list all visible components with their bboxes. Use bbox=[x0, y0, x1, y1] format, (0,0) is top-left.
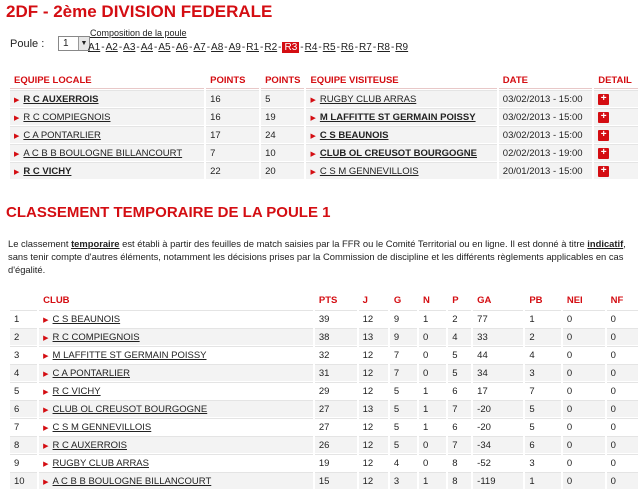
round-link-a8[interactable]: A8 bbox=[211, 42, 224, 53]
club-link[interactable]: CLUB OL CREUSOT BOURGOGNE bbox=[52, 403, 208, 415]
rank-cell: 9 bbox=[10, 454, 37, 471]
pb-cell: 1 bbox=[525, 310, 561, 327]
ga-cell: 44 bbox=[473, 346, 523, 363]
away-team-cell bbox=[306, 144, 496, 161]
triangle-right-icon: ▶ bbox=[43, 352, 49, 360]
triangle-right-icon: ▶ bbox=[43, 442, 49, 450]
away-points: 5 bbox=[261, 90, 304, 107]
home-points: 16 bbox=[206, 108, 259, 125]
g-cell: 7 bbox=[390, 364, 417, 381]
round-separator: - bbox=[354, 42, 359, 53]
p-cell: 2 bbox=[448, 310, 471, 327]
round-separator: - bbox=[136, 42, 140, 53]
club-link[interactable]: R C AUXERROIS bbox=[52, 439, 127, 451]
p-cell: 8 bbox=[448, 454, 471, 471]
club-link[interactable]: A C B B BOULOGNE BILLANCOURT bbox=[52, 475, 212, 487]
g-cell: 5 bbox=[390, 400, 417, 417]
triangle-right-icon: ▶ bbox=[43, 478, 49, 486]
detail-cell bbox=[594, 162, 638, 179]
pts-cell: 39 bbox=[315, 310, 357, 327]
header-rank bbox=[10, 292, 37, 309]
g-cell: 4 bbox=[390, 454, 417, 471]
home-points: 16 bbox=[206, 90, 259, 107]
ranking-table bbox=[8, 291, 640, 490]
round-separator: - bbox=[300, 42, 304, 53]
nei-cell: 0 bbox=[563, 310, 605, 327]
p-cell: 8 bbox=[448, 472, 471, 489]
round-link-r1[interactable]: R1 bbox=[246, 42, 259, 53]
away-points: 10 bbox=[261, 144, 304, 161]
nf-cell: 0 bbox=[607, 472, 638, 489]
club-cell bbox=[39, 328, 313, 345]
nei-cell: 0 bbox=[563, 400, 605, 417]
triangle-right-icon: ▶ bbox=[43, 370, 49, 378]
nf-cell: 0 bbox=[607, 436, 638, 453]
match-date: 20/01/2013 - 15:00 bbox=[499, 162, 592, 179]
plus-icon[interactable]: + bbox=[598, 148, 609, 159]
g-cell: 9 bbox=[390, 310, 417, 327]
ranking-row bbox=[10, 346, 638, 363]
club-cell bbox=[39, 454, 313, 471]
nf-cell: 0 bbox=[607, 382, 638, 399]
away-points: 19 bbox=[261, 108, 304, 125]
nf-cell: 0 bbox=[607, 418, 638, 435]
header-pb: PB bbox=[529, 295, 543, 306]
header-away-team: EQUIPE VISITEUSE bbox=[306, 72, 496, 89]
header-home-points: POINTS bbox=[206, 72, 259, 89]
pts-cell: 15 bbox=[315, 472, 357, 489]
round-separator: - bbox=[278, 42, 282, 53]
home-points: 22 bbox=[206, 162, 259, 179]
ranking-row bbox=[10, 454, 638, 471]
round-link-r6[interactable]: R6 bbox=[340, 42, 354, 53]
pts-cell: 29 bbox=[315, 382, 357, 399]
round-link-a5[interactable]: A5 bbox=[158, 42, 171, 53]
n-cell: 0 bbox=[419, 454, 446, 471]
home-team-link[interactable]: A C B B BOULOGNE BILLANCOURT bbox=[23, 147, 183, 159]
triangle-right-icon: ▶ bbox=[310, 96, 316, 104]
club-link[interactable]: C S M GENNEVILLOIS bbox=[52, 421, 152, 433]
club-cell bbox=[39, 400, 313, 417]
pb-cell: 3 bbox=[525, 454, 561, 471]
j-cell: 12 bbox=[359, 346, 388, 363]
club-link[interactable]: C A PONTARLIER bbox=[52, 367, 130, 379]
header-nf: NF bbox=[610, 295, 624, 306]
round-separator: - bbox=[206, 42, 211, 53]
detail-cell bbox=[594, 126, 638, 143]
poule-label: Poule : bbox=[10, 38, 45, 50]
n-cell: 1 bbox=[419, 382, 446, 399]
ga-cell: 77 bbox=[473, 310, 523, 327]
home-team-cell bbox=[10, 108, 204, 125]
triangle-right-icon: ▶ bbox=[14, 168, 20, 176]
club-cell bbox=[39, 436, 313, 453]
club-link[interactable]: RUGBY CLUB ARRAS bbox=[52, 457, 149, 469]
nei-cell: 0 bbox=[563, 328, 605, 345]
desc-keyword-indicatif[interactable]: indicatif bbox=[587, 238, 624, 249]
triangle-right-icon: ▶ bbox=[14, 132, 20, 140]
desc-keyword-temporaire[interactable]: temporaire bbox=[71, 238, 120, 249]
rank-cell: 7 bbox=[10, 418, 37, 435]
match-row bbox=[10, 144, 638, 161]
round-link-a9[interactable]: A9 bbox=[228, 42, 241, 53]
round-separator: - bbox=[336, 42, 340, 53]
pb-cell: 7 bbox=[525, 382, 561, 399]
p-cell: 7 bbox=[448, 400, 471, 417]
ranking-description bbox=[8, 237, 634, 276]
ranking-title: CLASSEMENT TEMPORAIRE DE LA POULE 1 bbox=[6, 204, 331, 221]
away-team-link[interactable]: C S BEAUNOIS bbox=[319, 129, 389, 141]
club-cell bbox=[39, 472, 313, 489]
g-cell: 9 bbox=[390, 328, 417, 345]
round-separator: - bbox=[224, 42, 228, 53]
ranking-header-row bbox=[10, 292, 638, 309]
header-g: G bbox=[393, 295, 402, 306]
nf-cell: 0 bbox=[607, 364, 638, 381]
j-cell: 12 bbox=[359, 382, 388, 399]
header-club: CLUB bbox=[43, 295, 70, 306]
matches-table bbox=[8, 71, 640, 180]
header-n: N bbox=[423, 295, 430, 306]
club-cell bbox=[39, 346, 313, 363]
away-team-link[interactable]: C S M GENNEVILLOIS bbox=[319, 165, 419, 177]
header-date: DATE bbox=[499, 72, 592, 89]
j-cell: 12 bbox=[359, 472, 388, 489]
club-link[interactable]: R C COMPIEGNOIS bbox=[52, 331, 140, 343]
ranking-row bbox=[10, 472, 638, 489]
rank-cell: 4 bbox=[10, 364, 37, 381]
header-detail: DETAIL bbox=[594, 72, 638, 89]
j-cell: 12 bbox=[359, 310, 388, 327]
ranking-row bbox=[10, 328, 638, 345]
home-team-link[interactable]: R C VICHY bbox=[23, 165, 72, 177]
header-ga: GA bbox=[477, 295, 492, 306]
j-cell: 13 bbox=[359, 328, 388, 345]
n-cell: 1 bbox=[419, 400, 446, 417]
ga-cell: -34 bbox=[473, 436, 523, 453]
away-team-cell bbox=[306, 108, 496, 125]
round-separator: - bbox=[390, 42, 395, 53]
match-row bbox=[10, 108, 638, 125]
pts-cell: 31 bbox=[315, 364, 357, 381]
header-pts: PTS bbox=[318, 295, 338, 306]
triangle-right-icon: ▶ bbox=[14, 150, 20, 158]
p-cell: 4 bbox=[448, 328, 471, 345]
plus-icon[interactable]: + bbox=[598, 166, 609, 177]
club-cell bbox=[39, 418, 313, 435]
p-cell: 7 bbox=[448, 436, 471, 453]
poule-select-value: 1 bbox=[63, 38, 69, 49]
round-link-a6[interactable]: A6 bbox=[175, 42, 189, 53]
home-points: 7 bbox=[206, 144, 259, 161]
triangle-right-icon: ▶ bbox=[14, 96, 20, 104]
round-separator: - bbox=[189, 42, 193, 53]
nei-cell: 0 bbox=[563, 382, 605, 399]
n-cell: 0 bbox=[419, 364, 446, 381]
ga-cell: 17 bbox=[473, 382, 523, 399]
round-link-r4[interactable]: R4 bbox=[304, 42, 318, 53]
match-row bbox=[10, 90, 638, 107]
match-date: 03/02/2013 - 15:00 bbox=[499, 108, 592, 125]
triangle-right-icon: ▶ bbox=[310, 150, 316, 158]
rank-cell: 5 bbox=[10, 382, 37, 399]
rank-cell: 8 bbox=[10, 436, 37, 453]
match-row bbox=[10, 126, 638, 143]
club-cell bbox=[39, 310, 313, 327]
pts-cell: 32 bbox=[315, 346, 357, 363]
club-cell bbox=[39, 382, 313, 399]
round-separator: - bbox=[171, 42, 175, 53]
round-link-r2[interactable]: R2 bbox=[264, 42, 278, 53]
home-team-cell bbox=[10, 144, 204, 161]
away-team-link[interactable]: M LAFFITTE ST GERMAIN POISSY bbox=[319, 111, 476, 123]
n-cell: 0 bbox=[419, 328, 446, 345]
away-team-link[interactable]: CLUB OL CREUSOT BOURGOGNE bbox=[319, 147, 477, 159]
ranking-row bbox=[10, 400, 638, 417]
round-link-a2[interactable]: A2 bbox=[105, 42, 118, 53]
ga-cell: 34 bbox=[473, 364, 523, 381]
round-separator: - bbox=[118, 42, 123, 53]
g-cell: 5 bbox=[390, 418, 417, 435]
away-points: 24 bbox=[261, 126, 304, 143]
away-team-cell bbox=[306, 90, 496, 107]
plus-icon[interactable]: + bbox=[598, 112, 609, 123]
triangle-right-icon: ▶ bbox=[310, 132, 316, 140]
page-title: 2DF - 2ème DIVISION FEDERALE bbox=[6, 2, 273, 21]
pb-cell: 3 bbox=[525, 364, 561, 381]
triangle-right-icon: ▶ bbox=[43, 316, 49, 324]
round-separator: - bbox=[101, 42, 105, 53]
match-date: 03/02/2013 - 15:00 bbox=[499, 90, 592, 107]
pts-cell: 27 bbox=[315, 400, 357, 417]
round-link-r7[interactable]: R7 bbox=[359, 42, 372, 53]
home-points: 17 bbox=[206, 126, 259, 143]
round-separator: - bbox=[241, 42, 246, 53]
ranking-row bbox=[10, 310, 638, 327]
detail-cell bbox=[594, 108, 638, 125]
p-cell: 5 bbox=[448, 346, 471, 363]
home-team-link[interactable]: C A PONTARLIER bbox=[23, 129, 101, 141]
round-links bbox=[88, 42, 408, 53]
header-nei: NEI bbox=[566, 295, 583, 306]
n-cell: 0 bbox=[419, 346, 446, 363]
triangle-right-icon: ▶ bbox=[43, 334, 49, 342]
away-team-cell bbox=[306, 126, 496, 143]
pb-cell: 1 bbox=[525, 472, 561, 489]
round-separator: - bbox=[372, 42, 377, 53]
away-points: 20 bbox=[261, 162, 304, 179]
plus-icon[interactable]: + bbox=[598, 94, 609, 105]
home-team-cell bbox=[10, 90, 204, 107]
ranking-row bbox=[10, 418, 638, 435]
composition-link[interactable]: Composition de la poule bbox=[90, 28, 187, 38]
rank-cell: 2 bbox=[10, 328, 37, 345]
p-cell: 6 bbox=[448, 382, 471, 399]
nf-cell: 0 bbox=[607, 346, 638, 363]
desc-text-2: est établi à partir des feuilles de match saisies par la FFR ou le Comité Territorial ou en ligne. Il est donné à titre bbox=[119, 238, 588, 249]
away-team-link[interactable]: RUGBY CLUB ARRAS bbox=[319, 93, 417, 105]
rank-cell: 6 bbox=[10, 400, 37, 417]
desc-text-1: Le classement bbox=[8, 238, 72, 249]
round-link-a7[interactable]: A7 bbox=[193, 42, 206, 53]
matches-header-row bbox=[10, 72, 638, 89]
nei-cell: 0 bbox=[563, 436, 605, 453]
poule-select[interactable] bbox=[58, 36, 90, 51]
pb-cell: 5 bbox=[525, 400, 561, 417]
triangle-right-icon: ▶ bbox=[310, 168, 316, 176]
nf-cell: 0 bbox=[607, 400, 638, 417]
n-cell: 1 bbox=[419, 472, 446, 489]
round-link-r5[interactable]: R5 bbox=[322, 42, 336, 53]
ga-cell: -20 bbox=[473, 400, 523, 417]
poule-selector-row bbox=[10, 28, 630, 56]
ga-cell: -52 bbox=[473, 454, 523, 471]
match-date: 03/02/2013 - 15:00 bbox=[499, 126, 592, 143]
round-separator: - bbox=[260, 42, 264, 53]
j-cell: 12 bbox=[359, 418, 388, 435]
match-date: 02/02/2013 - 19:00 bbox=[499, 144, 592, 161]
round-link-a1[interactable]: A1 bbox=[88, 42, 101, 53]
away-team-cell bbox=[306, 162, 496, 179]
pts-cell: 26 bbox=[315, 436, 357, 453]
ga-cell: -20 bbox=[473, 418, 523, 435]
detail-cell bbox=[594, 90, 638, 107]
pb-cell: 5 bbox=[525, 418, 561, 435]
club-link[interactable]: R C VICHY bbox=[52, 385, 101, 397]
header-p: P bbox=[452, 295, 459, 306]
nei-cell: 0 bbox=[563, 472, 605, 489]
home-team-link[interactable]: R C COMPIEGNOIS bbox=[23, 111, 111, 123]
round-link-r9[interactable]: R9 bbox=[395, 42, 409, 53]
triangle-right-icon: ▶ bbox=[310, 114, 316, 122]
ga-cell: -119 bbox=[473, 472, 523, 489]
triangle-right-icon: ▶ bbox=[14, 114, 20, 122]
triangle-right-icon: ▶ bbox=[43, 424, 49, 432]
pts-cell: 38 bbox=[315, 328, 357, 345]
round-link-a4[interactable]: A4 bbox=[140, 42, 153, 53]
club-cell bbox=[39, 364, 313, 381]
round-link-a3[interactable]: A3 bbox=[123, 42, 136, 53]
pts-cell: 19 bbox=[315, 454, 357, 471]
header-j: J bbox=[362, 295, 368, 306]
nei-cell: 0 bbox=[563, 418, 605, 435]
desc-text-3: , sans tenir compte d'autres éléments, notamment les décisions prises par la Commission de discipline et les différents règlements applicables en cas d'égalité. bbox=[8, 238, 626, 275]
g-cell: 5 bbox=[390, 382, 417, 399]
pb-cell: 2 bbox=[525, 328, 561, 345]
rank-cell: 3 bbox=[10, 346, 37, 363]
ga-cell: 33 bbox=[473, 328, 523, 345]
nf-cell: 0 bbox=[607, 454, 638, 471]
match-row bbox=[10, 162, 638, 179]
pts-cell: 27 bbox=[315, 418, 357, 435]
pb-cell: 6 bbox=[525, 436, 561, 453]
n-cell: 0 bbox=[419, 436, 446, 453]
g-cell: 5 bbox=[390, 436, 417, 453]
nei-cell: 0 bbox=[563, 364, 605, 381]
nf-cell: 0 bbox=[607, 310, 638, 327]
rank-cell: 10 bbox=[10, 472, 37, 489]
j-cell: 12 bbox=[359, 454, 388, 471]
plus-icon[interactable]: + bbox=[598, 130, 609, 141]
triangle-right-icon: ▶ bbox=[43, 406, 49, 414]
nei-cell: 0 bbox=[563, 454, 605, 471]
p-cell: 6 bbox=[448, 418, 471, 435]
header-away-points: POINTS bbox=[261, 72, 304, 89]
round-separator: - bbox=[153, 42, 158, 53]
j-cell: 13 bbox=[359, 400, 388, 417]
n-cell: 1 bbox=[419, 310, 446, 327]
n-cell: 1 bbox=[419, 418, 446, 435]
nei-cell: 0 bbox=[563, 346, 605, 363]
pb-cell: 4 bbox=[525, 346, 561, 363]
ranking-row bbox=[10, 382, 638, 399]
triangle-right-icon: ▶ bbox=[43, 460, 49, 468]
rank-cell: 1 bbox=[10, 310, 37, 327]
g-cell: 7 bbox=[390, 346, 417, 363]
j-cell: 12 bbox=[359, 364, 388, 381]
round-link-r8[interactable]: R8 bbox=[377, 42, 390, 53]
round-link-r3[interactable]: R3 bbox=[284, 42, 298, 53]
club-link[interactable]: M LAFFITTE ST GERMAIN POISSY bbox=[52, 349, 207, 361]
ranking-row bbox=[10, 364, 638, 381]
nf-cell: 0 bbox=[607, 328, 638, 345]
j-cell: 12 bbox=[359, 436, 388, 453]
club-link[interactable]: C S BEAUNOIS bbox=[52, 313, 121, 325]
chevron-down-icon[interactable]: ▼ bbox=[78, 37, 89, 50]
g-cell: 3 bbox=[390, 472, 417, 489]
home-team-cell bbox=[10, 126, 204, 143]
detail-cell bbox=[594, 144, 638, 161]
home-team-cell bbox=[10, 162, 204, 179]
p-cell: 5 bbox=[448, 364, 471, 381]
round-separator: - bbox=[318, 42, 322, 53]
header-home-team: EQUIPE LOCALE bbox=[10, 72, 204, 89]
ranking-row bbox=[10, 436, 638, 453]
triangle-right-icon: ▶ bbox=[43, 388, 49, 396]
home-team-link[interactable]: R C AUXERROIS bbox=[23, 93, 99, 105]
